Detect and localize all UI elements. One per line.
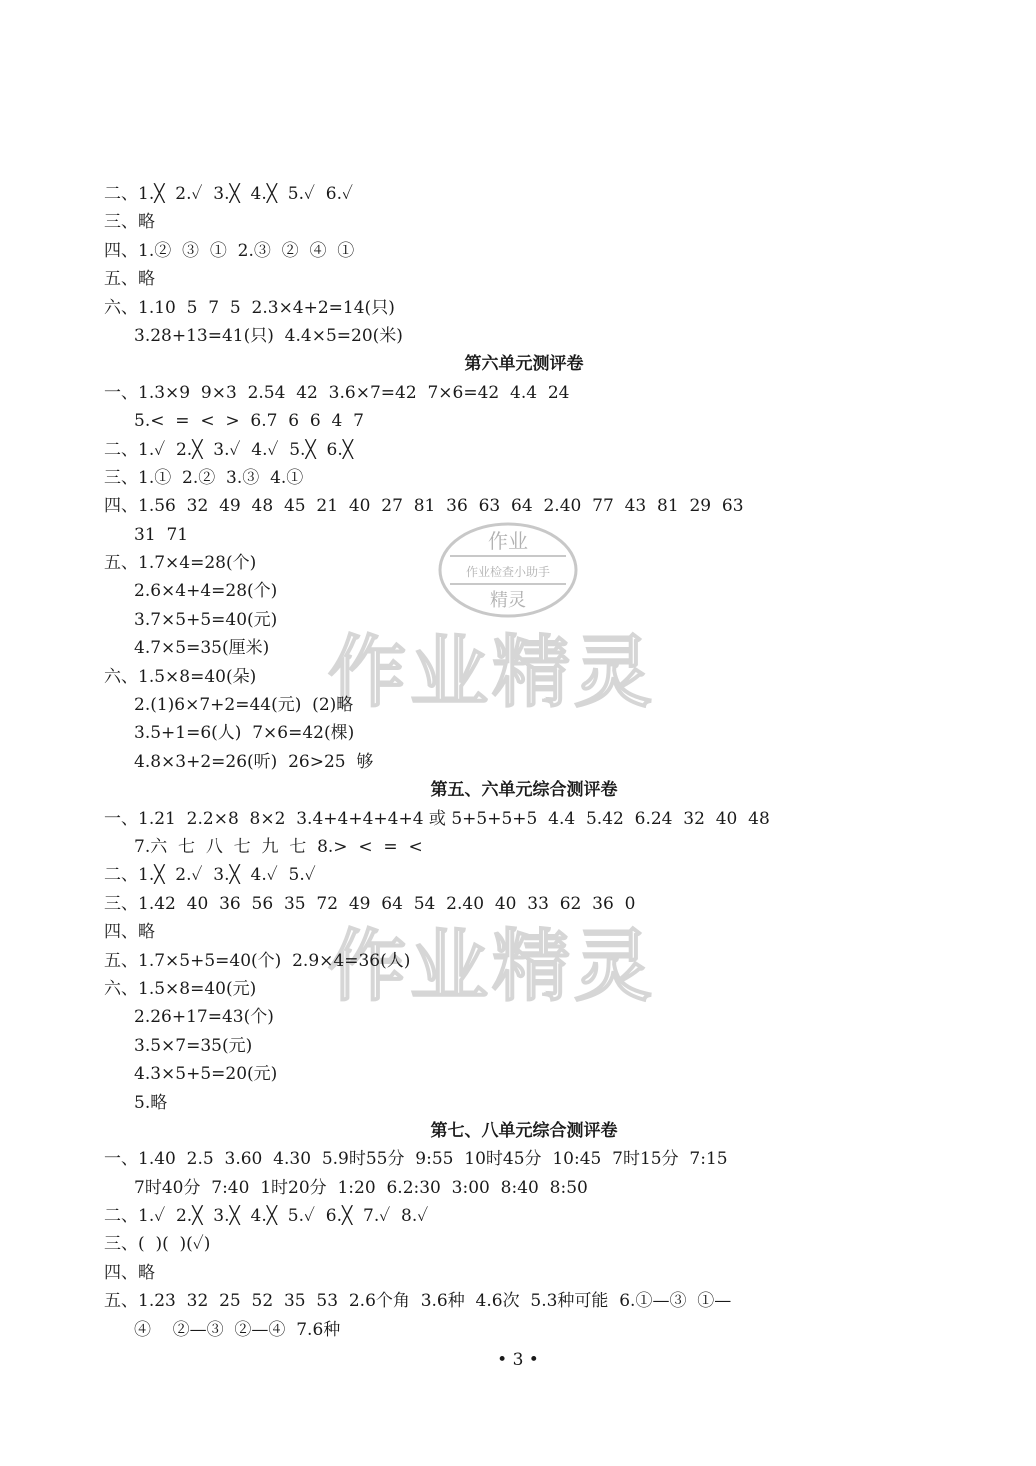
answer-line: 三、1.42 40 36 56 35 72 49 64 54 2.40 40 33 62 36 0	[104, 893, 636, 914]
answer-line: 3.28+13=41(只) 4.4×5=20(米)	[134, 325, 403, 346]
answer-line: ④ ②—③ ②—④ 7.6种	[134, 1319, 341, 1340]
answer-line: 四、略	[104, 922, 155, 943]
answer-line: 二、1.╳ 2.✓ 3.╳ 4.✓ 5.✓	[104, 865, 316, 886]
answer-line: 2.26+17=43(个)	[134, 1007, 274, 1028]
answer-line: 六、1.10 5 7 5 2.3×4+2=14(只)	[104, 297, 395, 318]
answer-line: 六、1.5×8=40(元)	[104, 978, 257, 999]
watermark: 作业精灵	[328, 628, 657, 718]
answer-line: 四、1.② ③ ① 2.③ ② ④ ①	[104, 240, 355, 261]
answer-line: 五、1.7×4=28(个)	[104, 553, 257, 574]
answer-line: 五、1.23 32 25 52 35 53 2.6个角 3.6种 4.6次 5.3种可能 6.①—③ ①—	[104, 1291, 732, 1312]
answer-line: 2.6×4+4=28(个)	[134, 581, 278, 602]
answer-line: 四、1.56 32 49 48 45 21 40 27 81 36 63 64 2.40 77 43 81 29 63	[104, 496, 744, 517]
answer-line: 4.3×5+5=20(元)	[134, 1064, 278, 1085]
page-number: • 3 •	[497, 1350, 539, 1370]
answer-line: 五、略	[104, 269, 155, 290]
answer-line: 五、1.7×5+5=40(个) 2.9×4=36(人)	[104, 950, 411, 971]
answer-key-content	[104, 180, 944, 1344]
answer-line: 5.< = < > 6.7 6 6 4 7	[134, 411, 364, 432]
answer-line: 三、( )( )(✓)	[104, 1234, 211, 1255]
answer-line: 3.7×5+5=40(元)	[134, 609, 278, 630]
section-heading: 第七、八单元综合测评卷	[430, 1120, 618, 1141]
answer-line: 三、1.① 2.② 3.③ 4.①	[104, 467, 304, 488]
answer-line: 一、1.3×9 9×3 2.54 42 3.6×7=42 7×6=42 4.4 24	[104, 382, 570, 403]
answer-line: 7.六 七 八 七 九 七 8.> < = <	[134, 836, 423, 857]
answer-line: 3.5+1=6(人) 7×6=42(棵)	[134, 723, 355, 744]
answer-line: 5.略	[134, 1092, 168, 1113]
answer-line: 二、1.╳ 2.✓ 3.╳ 4.╳ 5.✓ 6.✓	[104, 184, 353, 204]
answer-line: 4.8×3+2=26(听) 26>25 够	[134, 751, 374, 772]
answer-line: 三、略	[104, 212, 155, 233]
section-heading: 第六单元测评卷	[464, 354, 584, 375]
answer-line: 一、1.40 2.5 3.60 4.30 5.9时55分 9:55 10时45分 10:45 7时15分 7:15	[104, 1149, 728, 1170]
answer-line: 2.(1)6×7+2=44(元) (2)略	[134, 695, 354, 716]
answer-line: 二、1.✓ 2.╳ 3.✓ 4.✓ 5.╳ 6.╳	[104, 439, 353, 460]
stamp-top-text: 作业	[488, 529, 528, 553]
answer-line: 四、略	[104, 1262, 155, 1283]
stamp-bottom-text: 精灵	[490, 590, 526, 611]
answer-line: 7时40分 7:40 1时20分 1:20 6.2:30 3:00 8:40 8:50	[134, 1177, 588, 1198]
answer-line: 六、1.5×8=40(朵)	[104, 666, 257, 687]
answer-line: 31 71	[134, 524, 189, 545]
stamp-middle-text: 作业检查小助手	[465, 565, 551, 579]
answer-line: 3.5×7=35(元)	[134, 1035, 253, 1056]
section-heading: 第五、六单元综合测评卷	[430, 780, 618, 801]
answer-line: 二、1.✓ 2.╳ 3.╳ 4.╳ 5.✓ 6.╳ 7.✓ 8.✓	[104, 1206, 429, 1227]
answer-line: 4.7×5=35(厘米)	[134, 638, 270, 659]
answer-line: 一、1.21 2.2×8 8×2 3.4+4+4+4+4 或 5+5+5+5 4.4 5.42 6.24 32 40 48	[104, 808, 770, 829]
watermark: 作业精灵	[328, 922, 657, 1012]
